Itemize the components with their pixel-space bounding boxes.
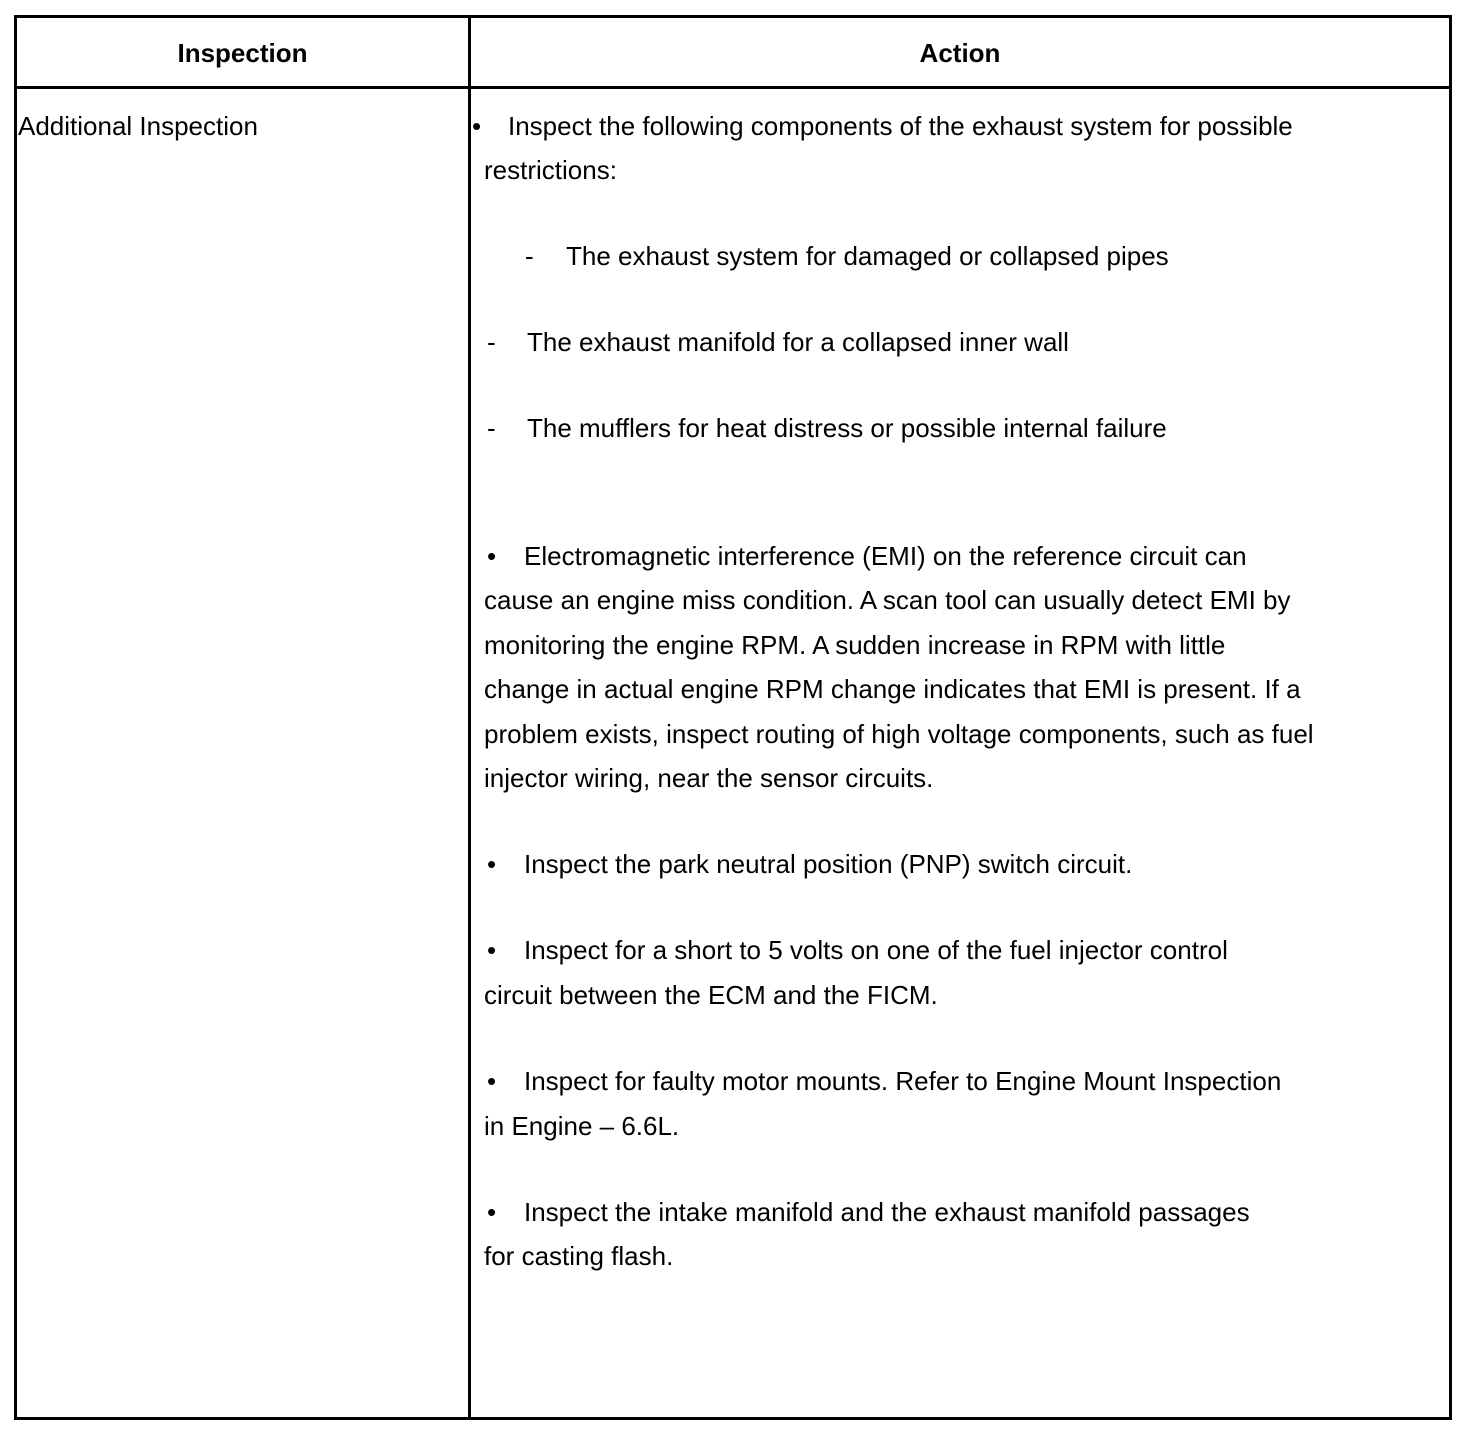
subitem-1-text: The exhaust system for damaged or collapsed pipes: [566, 241, 1169, 271]
inspection-cell: Additional Inspection: [18, 111, 258, 141]
emi-line-3: monitoring the engine RPM. A sudden increase in RPM with little: [484, 630, 1226, 660]
mounts-line-2: in Engine – 6.6L.: [484, 1111, 680, 1141]
bullet-emi: •: [487, 541, 497, 571]
bullet-pnp: •: [487, 849, 497, 879]
emi-line-6: injector wiring, near the sensor circuits.: [484, 763, 934, 793]
exhaust-line-2: restrictions:: [484, 155, 617, 185]
header-inspection: Inspection: [177, 38, 308, 68]
emi-line-1: Electromagnetic interference (EMI) on the reference circuit can: [524, 541, 1247, 571]
subitem-2-text: The exhaust manifold for a collapsed inner wall: [527, 327, 1069, 357]
subitem-3-text: The mufflers for heat distress or possible internal failure: [527, 413, 1167, 443]
pnp-line-1: Inspect the park neutral position (PNP) switch circuit.: [524, 849, 1133, 879]
short-line-1: Inspect for a short to 5 volts on one of the fuel injector control: [524, 935, 1228, 965]
bullet-exhaust: •: [472, 111, 482, 141]
bullet-mounts: •: [487, 1066, 497, 1096]
emi-line-4: change in actual engine RPM change indicates that EMI is present. If a: [484, 674, 1301, 704]
dash-subitem-1: -: [525, 241, 534, 271]
dash-subitem-2: -: [487, 327, 496, 357]
bullet-intake: •: [487, 1197, 497, 1227]
exhaust-line-1: Inspect the following components of the exhaust system for possible: [508, 111, 1293, 141]
bullet-short: •: [487, 935, 497, 965]
header-action: Action: [919, 38, 1001, 68]
column-divider: [468, 18, 471, 1417]
emi-line-2: cause an engine miss condition. A scan tool can usually detect EMI by: [484, 585, 1291, 615]
header-divider: [17, 86, 1449, 89]
short-line-2: circuit between the ECM and the FICM.: [484, 980, 938, 1010]
dash-subitem-3: -: [487, 413, 496, 443]
emi-line-5: problem exists, inspect routing of high voltage components, such as fuel: [484, 719, 1314, 749]
intake-line-1: Inspect the intake manifold and the exhaust manifold passages: [524, 1197, 1250, 1227]
intake-line-2: for casting flash.: [484, 1241, 674, 1271]
mounts-line-1: Inspect for faulty motor mounts. Refer to Engine Mount Inspection: [524, 1066, 1282, 1096]
